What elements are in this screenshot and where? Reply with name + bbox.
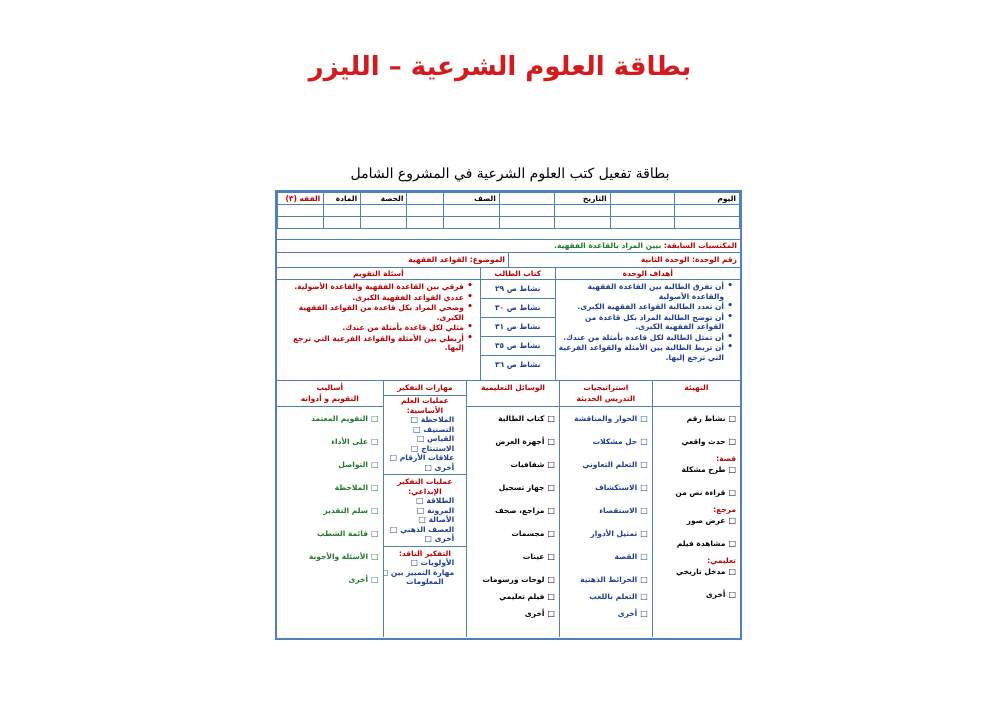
blank-cell[interactable] <box>610 205 675 217</box>
skill-item-continuation: المعلومات <box>406 577 444 586</box>
skill-item[interactable]: أخرى □ <box>384 463 467 473</box>
divider <box>384 546 467 547</box>
skill-item[interactable]: علاقات الأرقام □ <box>384 453 467 463</box>
warmup-heading: التهيئة <box>653 381 740 407</box>
assessment-method-item[interactable]: □ على الأداء <box>277 436 383 447</box>
unit-topic-row <box>277 253 740 268</box>
media-item[interactable]: □ عينات <box>467 551 559 562</box>
topic-value: القواعد الفقهية <box>408 255 468 264</box>
blank-cell[interactable] <box>278 205 324 217</box>
thinking-skills-column <box>383 381 467 637</box>
strategy-item[interactable]: □ تمثيل الأدوار <box>560 528 652 539</box>
skill-item[interactable]: الملاحظة □ <box>384 415 467 425</box>
prior-knowledge-value: بيين المراد بالقاعدة الفقهية. <box>554 241 662 250</box>
strategy-item[interactable]: □ التعلم التعاوني <box>560 459 652 470</box>
warmup-item[interactable]: □ عرض صور <box>653 515 740 526</box>
activity-item: نشاط ص ٣٠ <box>481 299 555 318</box>
warmup-item[interactable]: □ طرح مشكلة <box>653 464 740 475</box>
strategies-heading-line2: التدريس الحديثة <box>576 394 636 403</box>
activity-item: نشاط ص ٣٦ <box>494 360 541 369</box>
unit-value: الوحدة الثانية <box>640 255 690 264</box>
assessment-method-item[interactable]: □ التقويم المعتمد <box>277 413 383 424</box>
media-item[interactable]: □ أجهزة العرض <box>467 436 559 447</box>
activity-item: نشاط ص ٣٥ <box>481 337 555 356</box>
skill-item[interactable]: المرونة □ <box>384 506 467 516</box>
objectives-list <box>556 282 740 362</box>
media-item[interactable]: □ لوحات ورسومات <box>467 574 559 585</box>
blank-cell[interactable] <box>675 205 740 217</box>
objective-item: • أن تفرق الطالبة بين القاعدة الفقهية والقاعدة الأصولية <box>558 282 724 301</box>
objective-item: • أن تربط الطالبة بين الأمثلة والقواعد الفرعية التي ترجع إليها. <box>558 343 724 362</box>
assessment-methods-heading <box>277 381 383 407</box>
assessment-questions-column <box>277 268 480 380</box>
reference-label: مرجع: <box>713 505 736 514</box>
page-title: بطاقة العلوم الشرعية – الليزر <box>308 52 692 82</box>
media-item[interactable]: □ مجسمات <box>467 528 559 539</box>
objectives-heading: أهداف الوحدة <box>556 268 740 280</box>
question-item: • وضحي المراد بكل قاعدة من القواعد الفقهية الكبرى. <box>279 303 464 322</box>
question-item: • مثلي لكل قاعدة بأمثلة من عندك. <box>279 323 464 333</box>
objectives-section <box>277 268 740 381</box>
activity-item: نشاط ص ٣١ <box>481 318 555 337</box>
warmup-item[interactable]: □ نشاط رقم <box>653 413 740 424</box>
strategy-item[interactable]: □ التعلم باللعب <box>560 591 652 602</box>
question-item: • فرقي بين القاعدة الفقهية والقاعدة الأصولية. <box>279 282 464 292</box>
skill-item[interactable]: الأصالة □ <box>384 515 467 525</box>
warmup-item[interactable]: □ أخرى <box>653 589 740 600</box>
strategy-item[interactable]: □ الحوار والمناقشة <box>560 413 652 424</box>
thinking-skills-heading: مهارات التفكير <box>384 381 467 396</box>
question-item: • أربطي بين الأمثلة والقواعد الفرعية التي ترجع إليها. <box>279 334 464 353</box>
skill-item[interactable]: الأولويات □ <box>384 558 467 568</box>
date-value[interactable] <box>499 193 554 205</box>
blank-cell[interactable] <box>278 217 324 229</box>
skill-item[interactable]: أخرى □ <box>384 534 467 544</box>
assessment-methods-heading-line2: التقويم و أدواته <box>300 394 359 403</box>
strategy-item[interactable]: □ أخرى <box>560 608 652 619</box>
card-subtitle: بطاقة تفعيل كتب العلوم الشرعية في المشروع الشامل <box>350 166 670 182</box>
warmup-column <box>652 381 740 637</box>
blank-cell[interactable] <box>610 217 675 229</box>
student-book-heading: كتاب الطالب <box>481 268 555 280</box>
class-label: الصف <box>444 193 499 205</box>
date-label: التاريخ <box>555 193 610 205</box>
strategy-item[interactable]: □ الخرائط الذهنية <box>560 574 652 585</box>
skill-item[interactable]: الاستنتاج □ <box>384 444 467 454</box>
warmup-item[interactable]: □ مدخل تاريخي <box>653 566 740 577</box>
media-item[interactable]: □ شفافيات <box>467 459 559 470</box>
day-value[interactable] <box>610 193 675 205</box>
blank-cell[interactable] <box>444 205 499 217</box>
warmup-item[interactable]: □ مشاهدة فيلم <box>653 538 740 549</box>
strategies-heading-line1: استراتيجيات <box>583 383 629 392</box>
topic-cell <box>277 253 509 267</box>
basic-skills-line1: عمليات العلم <box>400 396 449 405</box>
blank-cell[interactable] <box>324 205 361 217</box>
unit-label: رقم الوحدة: <box>692 255 737 264</box>
strategies-column <box>559 381 652 637</box>
strategy-item[interactable]: □ القصة <box>560 551 652 562</box>
blank-cell[interactable] <box>555 205 610 217</box>
assessment-method-item[interactable]: □ أخرى <box>277 574 383 585</box>
strategy-item[interactable]: □ الاستكشاف <box>560 482 652 493</box>
media-item[interactable]: □ كتاب الطالبة <box>467 413 559 424</box>
skill-item[interactable]: العصف الذهني □ <box>384 525 467 535</box>
assessment-method-item[interactable]: □ الملاحظة <box>277 482 383 493</box>
assessment-method-item[interactable]: □ قائمة الشطب <box>277 528 383 539</box>
assessment-method-item[interactable]: □ التواصل <box>277 459 383 470</box>
critical-skills-label: التفكير الناقد: <box>398 548 451 558</box>
assessment-methods-column <box>277 381 383 637</box>
subject-value: الفقه (٣) <box>278 193 324 205</box>
methods-section <box>277 381 740 637</box>
class-value[interactable] <box>407 193 444 205</box>
warmup-item[interactable]: □ قراءة نص من <box>653 487 740 498</box>
question-item: • عددي القواعد الفقهية الكبرى. <box>279 293 464 303</box>
skill-item[interactable]: مهارة التمييز بين □ <box>384 568 467 578</box>
assessment-questions-list <box>277 282 480 353</box>
strategies-heading <box>560 381 652 407</box>
blank-cell[interactable] <box>499 205 554 217</box>
media-item[interactable]: □ جهاز تسجيل <box>467 482 559 493</box>
period-label: الحصة <box>361 193 407 205</box>
strategy-item[interactable]: □ حل مشكلات <box>560 436 652 447</box>
creative-skills-line1: عمليات التفكير <box>397 477 453 486</box>
media-heading: الوسائل التعليمية <box>467 381 559 407</box>
blank-row <box>277 229 740 240</box>
blank-cell[interactable] <box>675 217 740 229</box>
media-column <box>466 381 559 637</box>
creative-skills-line2: الإبداعي: <box>408 486 442 496</box>
blank-cell[interactable] <box>407 205 444 217</box>
blank-cell[interactable] <box>555 217 610 229</box>
educational-label: تعليمي: <box>707 556 736 565</box>
lesson-card <box>275 190 742 640</box>
blank-cell[interactable] <box>324 217 361 229</box>
blank-cell[interactable] <box>407 217 444 229</box>
divider <box>384 474 467 475</box>
day-label: اليوم <box>675 193 740 205</box>
skill-item[interactable]: التصنيف □ <box>384 425 467 435</box>
media-item[interactable]: □ مراجع، صحف <box>467 505 559 516</box>
warmup-item[interactable]: □ حدث واقعي <box>653 436 740 447</box>
blank-cell[interactable] <box>361 205 407 217</box>
objective-item: • أن توضح الطالبة المراد بكل قاعدة من القواعد الفقهية الكبرى. <box>558 313 724 332</box>
assessment-method-item[interactable]: □ سلم التقدير <box>277 505 383 516</box>
media-item[interactable]: □ فيلم تعليمي <box>467 591 559 602</box>
assessment-questions-heading: أسئلة التقويم <box>277 268 480 280</box>
objectives-column <box>555 268 740 380</box>
story-label: قصة: <box>716 454 736 463</box>
objective-item: • أن تعدد الطالبة القواعد الفقهية الكبرى. <box>558 302 724 312</box>
skill-item[interactable]: القياس □ <box>384 434 467 444</box>
prior-knowledge-row <box>277 240 740 253</box>
topic-label: الموضوع: <box>469 255 505 264</box>
blank-cell[interactable] <box>499 217 554 229</box>
blank-cell[interactable] <box>444 217 499 229</box>
subject-label: المادة <box>324 193 361 205</box>
unit-cell <box>509 253 740 267</box>
basic-skills-line2: الأساسية: <box>406 405 444 415</box>
prior-knowledge-label: المكتسبات السابقة: <box>663 241 737 250</box>
activity-item: نشاط ص ٢٩ <box>481 280 555 299</box>
blank-cell[interactable] <box>361 217 407 229</box>
media-item[interactable]: □ أخرى <box>467 608 559 619</box>
assessment-methods-heading-line1: أساليب <box>316 383 344 392</box>
objective-item: • أن تمثل الطالبة لكل قاعدة بأمثلة من عندك. <box>558 333 724 343</box>
strategy-item[interactable]: □ الاستقصاء <box>560 505 652 516</box>
skill-item[interactable]: الطلاقة □ <box>384 496 467 506</box>
assessment-method-item[interactable]: □ الأسئلة والأجوبة <box>277 551 383 562</box>
header-grid <box>277 192 740 229</box>
student-book-column <box>480 268 555 380</box>
